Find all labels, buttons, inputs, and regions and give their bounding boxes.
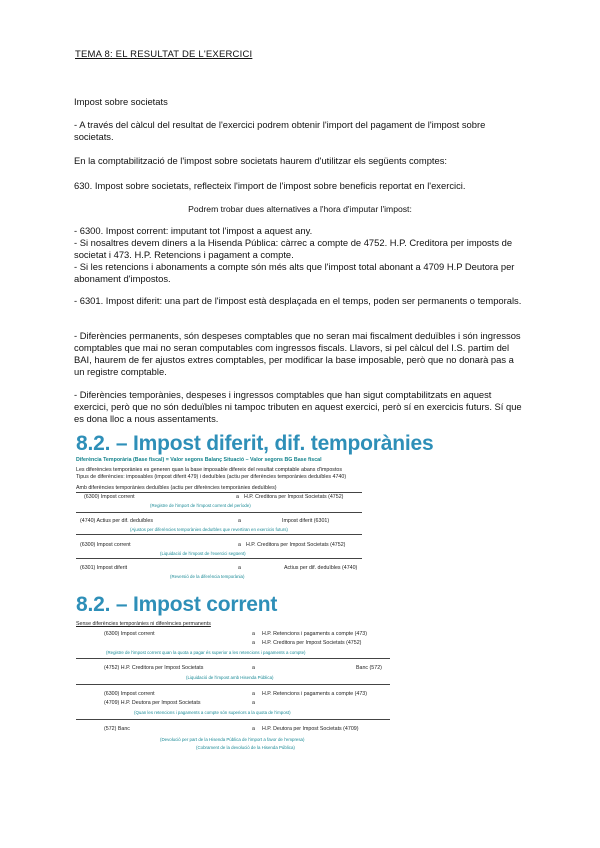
journal-credit: Actius per dif. deduïbles (4740): [284, 565, 358, 571]
journal-note: (Cobrament de la devolució de la Hisenda Pública): [196, 745, 295, 750]
divider: [76, 658, 390, 659]
journal-note: (Liquidació de l'impost de l'exercici següent): [160, 551, 246, 556]
intro-paragraph: - A través del càlcul del resultat de l'exercici podrem obtenir l'import del pagament de l'impost sobre societats.: [74, 119, 486, 142]
journal-debit: (6300) Impost corrent: [84, 494, 135, 500]
journal-a: a: [236, 494, 239, 500]
temporanies-paragraph: - Diferències temporànies, despeses i ingressos comptables que han sigut comptabilitzats en aquest exercici, però que no són deduïbles ni tampoc tributen en aquest exercici, però sí en exercicis futurs. Sí que es dona lloc a nous assentaments.: [74, 389, 522, 424]
journal-debit: (4709) H.P. Deutora per Impost Societats: [104, 700, 201, 706]
permanents-paragraph: - Diferències permanents, són despeses comptables que no seran mai fiscalment deduïbles i són ingressos comptables que mai no seran computables com ingressos fiscals. Llavors, si pel càlcul del I.S. partim del BAI, haurem de fer ajustos extres comptables, per modificar la base imposable, però que no donarà pas a un registre comptable.: [74, 330, 521, 377]
slide1-header-line: Amb diferències temporànies deduïbles (actiu per diferències temporànies deduïbles): [76, 485, 277, 491]
divider: [76, 684, 390, 685]
journal-credit: Impost diferit (6301): [282, 518, 330, 524]
slide2-title: 8.2. – Impost corrent: [76, 593, 278, 616]
accounts-intro: En la comptabilització de l'impost sobre societats haurem d'utilitzar els següents comptes:: [74, 155, 448, 166]
journal-note: (Ajustos per diferències temporànies deduïbles que revertiran en exercicis futurs): [130, 527, 288, 532]
journal-debit: (4752) H.P. Creditora per Impost Societats: [104, 665, 204, 671]
journal-note: (Liquidació de l'impost amb Hisenda Pública): [186, 675, 274, 680]
section-heading: Impost sobre societats: [74, 96, 168, 107]
journal-note: (Registre de l'import de l'impost corrent del període): [150, 503, 251, 508]
journal-debit: (572) Banc: [104, 726, 130, 732]
journal-debit: (4740) Actius per dif. deduïbles: [80, 518, 154, 524]
journal-credit: H.P. Deutora per Impost Societats (4709): [262, 726, 359, 732]
journal-a: a: [238, 518, 241, 524]
journal-a: a: [252, 631, 255, 637]
journal-note: (Registre de l'impost corrent quan la quota a pagar és superior a les retencions i pagaments a compte): [106, 650, 306, 655]
journal-note: (Devolució per part de la Hisenda Pública de l'import a favor de l'empresa): [160, 737, 305, 742]
journal-debit: (6300) Impost corrent: [104, 691, 155, 697]
journal-note: (Reversió de la diferència temporània): [170, 574, 245, 579]
journal-note: (Quan les retencions i pagaments a compte són superiors a la quota de l'impost): [134, 710, 291, 715]
journal-credit: Banc (572): [356, 665, 382, 671]
journal-a: a: [252, 640, 255, 646]
divider: [76, 512, 362, 513]
slide2-header-line: Sense diferències temporànies ni diferències permanents: [76, 621, 211, 627]
journal-a: a: [238, 542, 241, 548]
journal-credit: H.P. Creditora per Impost Societats (4752): [246, 542, 346, 548]
journal-debit: (6300) Impost corrent: [80, 542, 131, 548]
slide1-note-line-2: Tipus de diferències: imposables (impost diferit 479) i deduïbles (actiu per diferències temporànies deduïbles 4740): [76, 474, 347, 480]
slide1-note-line-1: Les diferències temporànies es generen quan la base imposable difereix del resultat comptable abans d'impostos: [76, 467, 343, 473]
impost-corrent-list: [74, 225, 526, 285]
journal-credit: H.P. Creditora per Impost Societats (4752): [262, 640, 362, 646]
slide1-subtitle: Diferència Temporària (Base fiscal) = Valor segons Balanç Situació – Valor segons BG Base fiscal: [76, 457, 322, 463]
list-item: - Si les retencions i abonaments a compte són més alts que l'impost total abonant a 4709 H.P Deutora per abonament d'impostos.: [74, 261, 515, 284]
journal-a: a: [252, 700, 255, 706]
list-item: - 6300. Impost corrent: imputant tot l'impost a aquest any.: [74, 225, 313, 236]
divider: [76, 492, 362, 493]
journal-debit: (6300) Impost corrent: [104, 631, 155, 637]
journal-credit: H.P. Retencions i pagaments a compte (473): [262, 631, 368, 637]
slide1-title: 8.2. – Impost diferit, dif. temporànies: [76, 432, 434, 455]
list-item: - Si nosaltres devem diners a la Hisenda Pública: càrrec a compte de 4752. H.P. Creditora per imposts de societat i 473. H.P. Retencions i pagament a compte.: [74, 237, 513, 260]
journal-credit: H.P. Retencions i pagaments a compte (473): [262, 691, 368, 697]
divider: [76, 719, 390, 720]
divider: [76, 534, 362, 535]
alternatives-paragraph: Podrem trobar dues alternatives a l'hora d'imputar l'impost:: [188, 204, 412, 214]
journal-a: a: [252, 726, 255, 732]
account-630-paragraph: 630. Impost sobre societats, reflecteix l'import de l'impost sobre beneficis reportat en l'exercici.: [74, 180, 466, 191]
journal-a: a: [252, 691, 255, 697]
journal-a: a: [252, 665, 255, 671]
journal-credit: H.P. Creditora per Impost Societats (4752): [244, 494, 344, 500]
divider: [76, 558, 362, 559]
impost-diferit-paragraph: - 6301. Impost diferit: una part de l'impost està desplaçada en el temps, poden ser permanents o temporals.: [74, 295, 522, 306]
journal-a: a: [238, 565, 241, 571]
journal-debit: (6301) Impost diferit: [80, 565, 128, 571]
document-title: TEMA 8: EL RESULTAT DE L'EXERCICI: [75, 49, 253, 60]
